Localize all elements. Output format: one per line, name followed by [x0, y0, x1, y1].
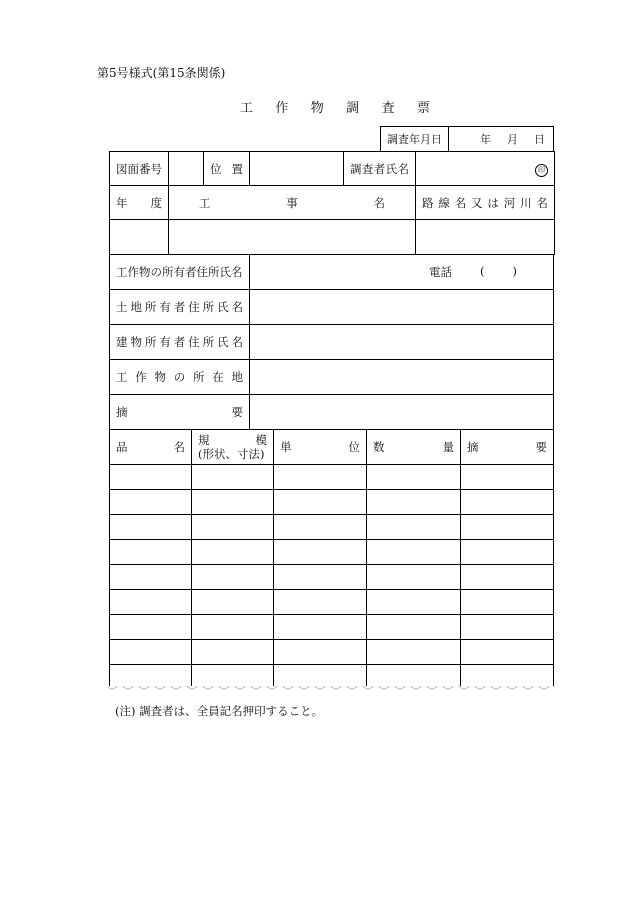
table-cell[interactable]: [461, 565, 554, 590]
title-char: 調: [346, 101, 360, 116]
table-cell[interactable]: [192, 540, 274, 565]
label-char: 数: [373, 440, 385, 454]
table-row: [110, 515, 554, 540]
table-cell[interactable]: [461, 615, 554, 640]
seal-mark: 印: [535, 164, 548, 177]
label-char: 工: [116, 370, 128, 384]
label-char: 所: [144, 300, 157, 314]
title-char: 票: [416, 101, 430, 116]
table-cell[interactable]: [192, 465, 274, 490]
table-cell[interactable]: [367, 465, 461, 490]
table-cell[interactable]: [274, 665, 367, 686]
structure-location-cell[interactable]: [250, 360, 554, 395]
label-char: 建: [116, 335, 128, 349]
month-unit: 月: [507, 133, 518, 146]
footnote: (注) 調査者は、全員記名押印すること。: [115, 704, 324, 718]
info-table: [109, 151, 555, 255]
label-char: 地: [130, 300, 142, 314]
table-cell[interactable]: [110, 640, 192, 665]
owner-table: [109, 254, 554, 430]
year-unit: 年: [480, 133, 491, 146]
table-cell[interactable]: [192, 515, 274, 540]
surveyor-name-label: [344, 152, 416, 186]
label-char: 物: [154, 370, 166, 384]
label-char: 名: [397, 161, 409, 176]
label-char: 所: [193, 370, 205, 384]
summary-label: [110, 395, 250, 430]
label-char: 所: [202, 300, 215, 314]
table-cell[interactable]: [110, 615, 192, 640]
label-char: 名: [231, 300, 243, 314]
label-char: 工: [199, 195, 211, 210]
drawing-no-cell[interactable]: [169, 152, 204, 186]
table-cell[interactable]: [367, 540, 461, 565]
phone-paren-close: ): [512, 264, 517, 278]
table-row: [110, 665, 554, 686]
fiscal-year-cell[interactable]: [110, 220, 169, 255]
label-char: 住: [188, 300, 200, 314]
table-cell[interactable]: [367, 590, 461, 615]
label-char: 摘: [116, 405, 128, 419]
item-rows: [110, 465, 554, 686]
label-char: 作: [135, 370, 147, 384]
table-row: [110, 465, 554, 490]
table-row: [110, 565, 554, 590]
building-owner-label: [110, 325, 250, 360]
table-cell[interactable]: [110, 590, 192, 615]
title-char: 工: [240, 101, 254, 116]
label-char: 路: [422, 195, 434, 210]
quantity-header: [367, 430, 461, 465]
items-table: [109, 429, 554, 686]
table-cell[interactable]: [367, 565, 461, 590]
fiscal-year-label: [110, 186, 169, 220]
label-char: 有: [159, 335, 171, 349]
structure-location-label: [110, 360, 250, 395]
survey-date-label: 調査年月日: [381, 127, 449, 151]
drawing-no-label: 図面番号: [110, 152, 169, 186]
table-cell[interactable]: [461, 640, 554, 665]
table-cell[interactable]: [192, 665, 274, 686]
table-cell[interactable]: [192, 565, 274, 590]
label-char: 模: [255, 433, 267, 447]
label-char: 河: [503, 195, 516, 210]
phone-paren-open: (: [480, 264, 485, 278]
building-owner-cell[interactable]: [250, 325, 554, 360]
table-cell[interactable]: [461, 665, 554, 686]
label-char: の: [173, 370, 186, 384]
label-char: 名: [373, 195, 385, 210]
title-char: 査: [381, 101, 395, 116]
label-char: 者: [173, 335, 186, 349]
table-cell[interactable]: [274, 615, 367, 640]
label-char: 名: [173, 440, 185, 454]
land-owner-cell[interactable]: [250, 290, 554, 325]
summary-cell[interactable]: [250, 395, 554, 430]
table-cell[interactable]: [274, 565, 367, 590]
label-char: 住: [188, 335, 200, 349]
label-char: 事: [286, 195, 298, 210]
table-cell[interactable]: [274, 640, 367, 665]
label-char: 在: [212, 370, 224, 384]
table-cell[interactable]: [192, 640, 274, 665]
label-char: 名: [231, 335, 243, 349]
table-cell[interactable]: [461, 515, 554, 540]
table-row: [110, 640, 554, 665]
structure-owner-label: 工作物の所有者住所氏名: [110, 255, 250, 290]
table-cell[interactable]: [274, 465, 367, 490]
label-char: 品: [116, 440, 128, 454]
table-cell[interactable]: [110, 490, 192, 515]
label-char: 名: [536, 195, 548, 210]
table-cell[interactable]: [274, 590, 367, 615]
label-char: 調: [350, 161, 362, 176]
unit-header: [274, 430, 367, 465]
label-char: 名: [454, 195, 467, 210]
title-char: 作: [275, 101, 289, 116]
table-row: [110, 615, 554, 640]
label-char: 者: [173, 300, 186, 314]
work-name-label: [169, 186, 416, 220]
label-char: 要: [231, 405, 243, 419]
table-row: [110, 490, 554, 515]
table-cell[interactable]: [274, 515, 367, 540]
table-cell[interactable]: [192, 615, 274, 640]
table-cell[interactable]: [461, 465, 554, 490]
label-char: 所: [202, 335, 215, 349]
form-title: [240, 97, 430, 116]
label-char: 物: [130, 335, 142, 349]
label-char: 要: [535, 440, 547, 454]
label-char: 線: [438, 195, 450, 210]
table-cell[interactable]: [461, 590, 554, 615]
label-char: 者: [373, 161, 386, 176]
survey-sheet: [109, 126, 554, 686]
table-cell[interactable]: [110, 515, 192, 540]
label-char: 有: [159, 300, 171, 314]
label-char: 地: [231, 370, 243, 384]
scale-header: [192, 430, 274, 465]
route-river-label: [416, 186, 555, 220]
label-char: は: [487, 195, 499, 210]
phone-label: 電話: [429, 265, 452, 279]
tear-edge: [108, 686, 555, 694]
table-cell[interactable]: [367, 615, 461, 640]
survey-date-field[interactable]: [449, 127, 553, 151]
table-cell[interactable]: [110, 565, 192, 590]
work-name-cell[interactable]: [169, 220, 416, 255]
table-cell[interactable]: [192, 590, 274, 615]
label-char: 置: [231, 161, 243, 176]
label-char: 規: [198, 433, 210, 447]
table-cell[interactable]: [110, 540, 192, 565]
form-reference: 第5号様式(第15条関係): [97, 66, 226, 80]
label-char: 査: [361, 161, 374, 176]
table-cell[interactable]: [274, 490, 367, 515]
structure-owner-cell[interactable]: [250, 255, 554, 290]
table-row: [110, 590, 554, 615]
label-char: 年: [116, 195, 128, 210]
label-char: 量: [442, 440, 454, 454]
land-owner-label: [110, 290, 250, 325]
table-cell[interactable]: [192, 490, 274, 515]
table-cell[interactable]: [367, 515, 461, 540]
label-char: 氏: [217, 335, 229, 349]
label-char: 単: [280, 440, 292, 454]
table-cell[interactable]: [461, 490, 554, 515]
table-cell[interactable]: [110, 665, 192, 686]
day-unit: 日: [534, 133, 545, 146]
position-label: [204, 152, 250, 186]
label-char: 土: [116, 300, 128, 314]
table-row: [110, 540, 554, 565]
remarks-header: [461, 430, 554, 465]
scale-subheader: (形状、寸法): [198, 447, 265, 461]
survey-date-box: [380, 126, 554, 151]
label-char: 川: [520, 195, 532, 210]
label-char: 所: [144, 335, 157, 349]
table-cell[interactable]: [461, 540, 554, 565]
label-char: 氏: [217, 300, 229, 314]
table-cell[interactable]: [274, 540, 367, 565]
position-cell[interactable]: [250, 152, 344, 186]
surveyor-name-cell[interactable]: [416, 152, 555, 186]
table-cell[interactable]: [367, 665, 461, 686]
label-char: 度: [150, 195, 162, 210]
label-char: 又: [471, 195, 483, 210]
table-cell[interactable]: [367, 640, 461, 665]
label-char: 氏: [385, 161, 398, 176]
item-name-header: [110, 430, 192, 465]
label-char: 位: [210, 161, 222, 176]
label-char: 摘: [467, 440, 479, 454]
title-char: 物: [310, 101, 324, 116]
table-cell[interactable]: [367, 490, 461, 515]
label-char: 位: [348, 440, 360, 454]
route-river-cell[interactable]: [416, 220, 555, 255]
table-cell[interactable]: [110, 465, 192, 490]
